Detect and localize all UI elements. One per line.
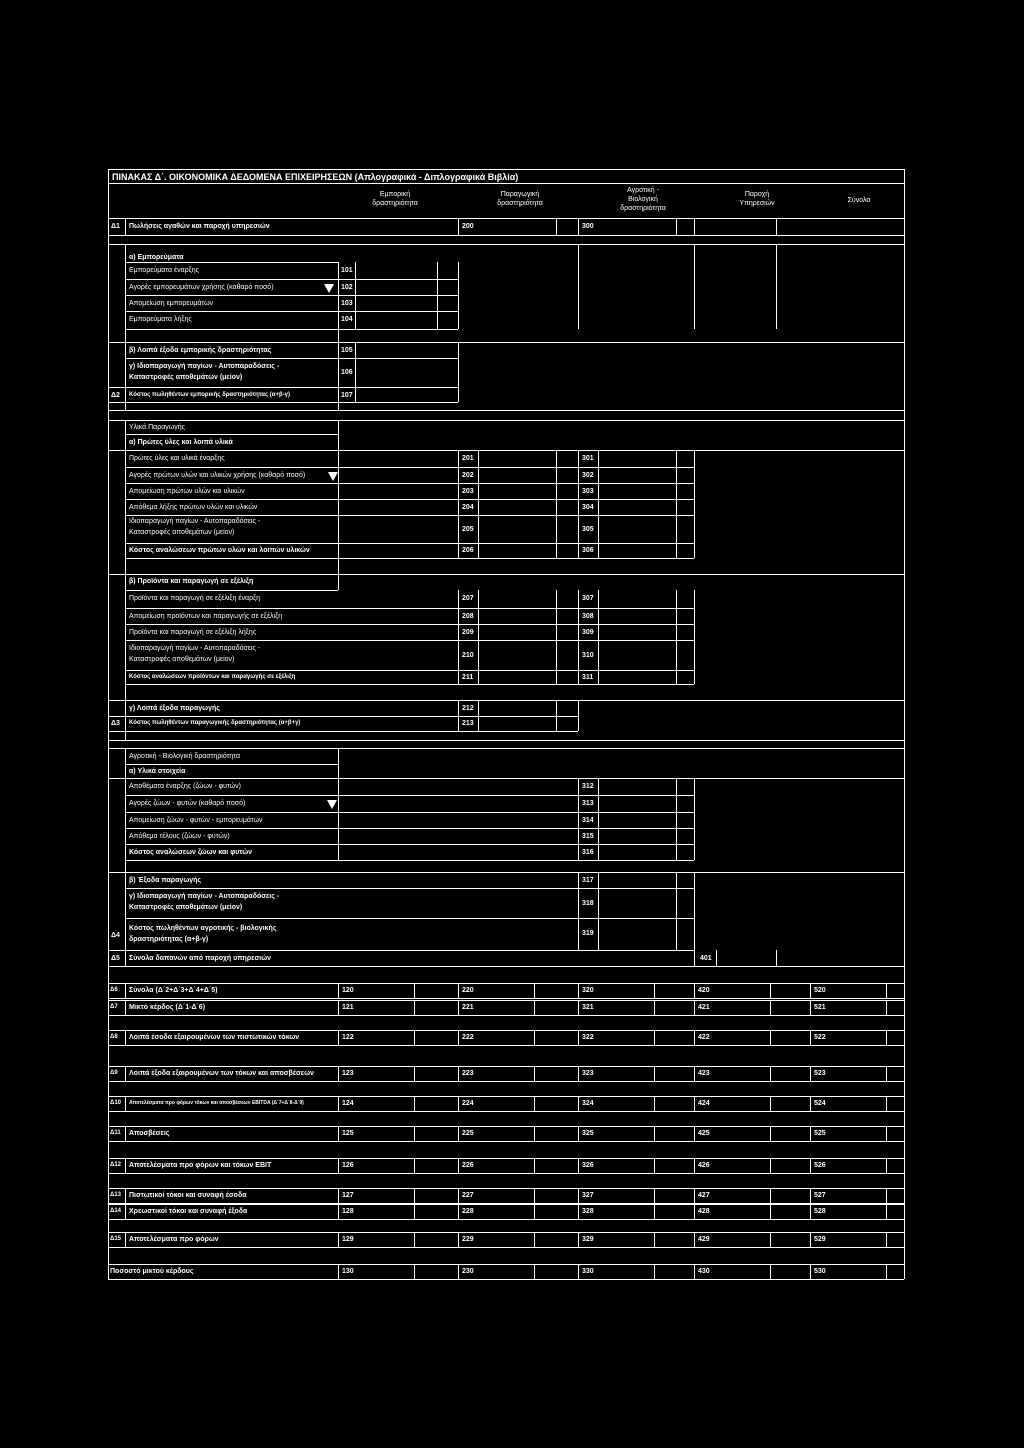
row-label: Δ5 (111, 955, 120, 962)
field-code: 321 (582, 1004, 594, 1011)
field-code: 200 (462, 223, 474, 230)
row-text: γ) Ιδιοπαραγωγή παγίων - Αυτοπαραδόσεις - (129, 893, 280, 900)
column-header-total: Σύνολα (847, 197, 871, 204)
column-header-commercial: Εμπορική δραστηριότητα (372, 191, 418, 207)
field-code: 423 (698, 1070, 710, 1077)
amount-input[interactable] (714, 1232, 770, 1247)
row-text: Εμπορεύματα έναρξης (129, 267, 200, 274)
row-text: Αποτελέσματα προ φόρων τόκων και αποσβέσεων EBITDA (Δ΄7+Δ΄8-Δ΄9) (129, 1100, 304, 1106)
amount-input[interactable] (598, 1232, 654, 1247)
field-code: 305 (582, 526, 594, 533)
row-text: Καταστροφές αποθεμάτων (μείον) (129, 374, 243, 381)
field-code: 206 (462, 547, 474, 554)
field-code: 122 (342, 1034, 354, 1041)
field-code: 226 (462, 1162, 474, 1169)
row-text: Ιδιοπαραγωγή παγίων - Αυτοπαραδόσεις - (129, 645, 261, 652)
amount-input[interactable] (714, 1030, 770, 1045)
field-code: 208 (462, 613, 474, 620)
row-text: Αποθέματα έναρξης (ζώων - φυτών) (129, 783, 241, 790)
row-text: β) Λοιπά έξοδα εμπορικής δραστηριότητας (129, 347, 272, 354)
row-label: Δ14 (110, 1208, 121, 1214)
row-text: Καταστροφές αποθεμάτων (μείον) (129, 656, 235, 663)
section-heading: Αγροτική - Βιολογική δραστηριότητα (129, 753, 241, 760)
row-label: Δ4 (111, 932, 120, 939)
field-code: 205 (462, 526, 474, 533)
field-code: 315 (582, 833, 594, 840)
row-text: Πρώτες ύλες και υλικά έναρξης (129, 455, 225, 462)
row-label: Δ2 (111, 392, 120, 399)
amount-input[interactable] (830, 1264, 886, 1279)
row-text: Αποτελέσματα προ φόρων (129, 1236, 219, 1243)
field-code: 326 (582, 1162, 594, 1169)
field-code: 523 (814, 1070, 826, 1077)
column-header-services: Παροχή Υπηρεσιών (739, 191, 775, 207)
field-code: 313 (582, 800, 594, 807)
amount-input[interactable] (830, 983, 886, 998)
field-code: 229 (462, 1236, 474, 1243)
amount-input[interactable] (598, 1158, 654, 1173)
amount-input[interactable] (598, 1204, 654, 1219)
amount-input[interactable] (478, 1204, 534, 1219)
field-code: 227 (462, 1192, 474, 1199)
field-code: 204 (462, 504, 474, 511)
amount-input[interactable] (478, 1232, 534, 1247)
row-label: Δ10 (110, 1100, 121, 1106)
amount-input[interactable] (830, 1126, 886, 1141)
row-text: Σύνολα δαπανών από παροχή υπηρεσιών (129, 955, 272, 962)
field-code: 322 (582, 1034, 594, 1041)
form-title: ΠΙΝΑΚΑΣ Δ΄. ΟΙΚΟΝΟΜΙΚΑ ΔΕΔΟΜΕΝΑ ΕΠΙΧΕΙΡΗΣΕΩΝ (Απλογραφικά - Διπλογραφικά Βιβλία) (112, 172, 519, 182)
amount-input[interactable] (600, 218, 676, 235)
row-text: Ποσοστό μικτού κέρδους (110, 1268, 194, 1275)
row-label: Δ11 (110, 1130, 121, 1136)
amount-input[interactable] (714, 1158, 770, 1173)
amount-input[interactable] (478, 1066, 534, 1081)
amount-input[interactable] (358, 1264, 414, 1279)
arrow-down-icon (328, 472, 338, 481)
field-code: 129 (342, 1236, 354, 1243)
field-code: 328 (582, 1208, 594, 1215)
section-heading: β) Προϊόντα και παραγωγή σε εξέλιξη (129, 578, 254, 585)
row-text: Πωλήσεις αγαθών και παροχή υπηρεσιών (129, 223, 270, 230)
field-code: 521 (814, 1004, 826, 1011)
amount-input[interactable] (358, 1188, 414, 1203)
field-code: 120 (342, 987, 354, 994)
row-text: Απόθεμα τέλους (ζώων - φυτών) (129, 833, 230, 840)
row-text: Αποτελέσματα προ φόρων και τόκων EBIT (129, 1162, 272, 1169)
field-code: 102 (341, 284, 353, 291)
row-label: Δ12 (110, 1162, 121, 1168)
field-code: 327 (582, 1192, 594, 1199)
row-text: γ) Ιδιοπαραγωγή παγίων - Αυτοπαραδόσεις - (129, 363, 280, 370)
field-code: 429 (698, 1236, 710, 1243)
row-text: Μικτό κέρδος (Δ΄1-Δ΄6) (129, 1004, 206, 1011)
field-code: 209 (462, 629, 474, 636)
field-code: 314 (582, 817, 594, 824)
amount-input[interactable] (830, 1158, 886, 1173)
amount-input[interactable] (598, 1188, 654, 1203)
amount-input[interactable] (478, 1096, 534, 1111)
row-text: Εμπορεύματα λήξης (129, 316, 192, 323)
amount-input[interactable] (598, 1096, 654, 1111)
amount-input[interactable] (358, 1232, 414, 1247)
field-code: 426 (698, 1162, 710, 1169)
field-code: 303 (582, 488, 594, 495)
field-code: 524 (814, 1100, 826, 1107)
field-code: 105 (341, 347, 353, 354)
field-code: 422 (698, 1034, 710, 1041)
row-text: Ιδιοπαραγωγή παγίων - Αυτοπαραδόσεις - (129, 518, 261, 525)
field-code: 427 (698, 1192, 710, 1199)
field-code: 210 (462, 652, 474, 659)
section-heading: α) Εμπορεύματα (129, 254, 184, 261)
field-code: 309 (582, 629, 594, 636)
field-code: 121 (342, 1004, 354, 1011)
row-text: Προϊόντα και παραγωγή σε εξέλιξη έναρξη (129, 595, 261, 602)
row-text: Κόστος πωληθέντων παραγωγικής δραστηριότητας (α+β+γ) (129, 720, 301, 726)
field-code: 325 (582, 1130, 594, 1137)
section-heading: α) Πρώτες ύλες και λοιπά υλικά (129, 439, 233, 446)
row-text: Κόστος αναλώσεων πρώτων υλών και λοιπών υλικών (129, 547, 310, 554)
field-code: 125 (342, 1130, 354, 1137)
field-code: 124 (342, 1100, 354, 1107)
field-code: 126 (342, 1162, 354, 1169)
field-code: 317 (582, 877, 594, 884)
field-code: 225 (462, 1130, 474, 1137)
row-text: δραστηριότητας (α+β-γ) (129, 936, 209, 943)
row-text: γ) Λοιπά έξοδα παραγωγής (129, 705, 220, 712)
row-text: Λοιπά έξοδα εξαιρουμένων των τόκων και αποσβέσεων (129, 1070, 314, 1077)
field-code: 230 (462, 1268, 474, 1275)
field-code: 424 (698, 1100, 710, 1107)
amount-input[interactable] (478, 983, 534, 998)
amount-input[interactable] (598, 1000, 654, 1015)
row-text: Απομείωση ζώων - φυτών - εμπορευμάτων (129, 817, 263, 824)
amount-input[interactable] (598, 1030, 654, 1045)
row-label: Δ9 (110, 1070, 118, 1076)
amount-input[interactable] (830, 1096, 886, 1111)
field-code: 201 (462, 455, 474, 462)
row-text: Απομείωση εμπορευμάτων (129, 300, 214, 307)
field-code: 312 (582, 783, 594, 790)
field-code: 529 (814, 1236, 826, 1243)
amount-input[interactable] (358, 1158, 414, 1173)
field-code: 525 (814, 1130, 826, 1137)
field-code: 421 (698, 1004, 710, 1011)
row-text: Λοιπά έσοδα εξαιρουμένων των πιστωτικών τόκων (129, 1034, 300, 1041)
row-text: Αγορές πρώτων υλών και υλικών χρήσης (καθαρό ποσό) (129, 472, 306, 479)
amount-input[interactable] (480, 218, 556, 235)
field-code: 220 (462, 987, 474, 994)
amount-input[interactable] (714, 983, 770, 998)
amount-input[interactable] (830, 1232, 886, 1247)
row-text: Κόστος αναλώσεων προϊόντων και παραγωγής σε εξέλιξη (129, 674, 296, 680)
arrow-down-icon (324, 284, 334, 293)
field-code: 212 (462, 705, 474, 712)
amount-input[interactable] (714, 1264, 770, 1279)
row-label: Δ8 (110, 1034, 118, 1040)
amount-input[interactable] (830, 1204, 886, 1219)
field-code: 106 (341, 369, 353, 376)
amount-input[interactable] (714, 1066, 770, 1081)
field-code: 104 (341, 316, 353, 323)
row-text: Χρεωστικοί τόκοι και συναφή έξοδα (129, 1208, 248, 1215)
field-code: 203 (462, 488, 474, 495)
field-code: 223 (462, 1070, 474, 1077)
field-code: 318 (582, 900, 594, 907)
row-text: Αγορές εμπορευμάτων χρήσης (καθαρό ποσό) (129, 284, 274, 291)
field-code: 311 (582, 674, 594, 681)
amount-input[interactable] (478, 1126, 534, 1141)
field-code: 329 (582, 1236, 594, 1243)
amount-input[interactable] (358, 1126, 414, 1141)
amount-input[interactable] (714, 1126, 770, 1141)
field-code: 302 (582, 472, 594, 479)
amount-input[interactable] (598, 983, 654, 998)
amount-input[interactable] (358, 1066, 414, 1081)
row-text: Καταστροφές αποθεμάτων (μείον) (129, 904, 243, 911)
row-text: Πιστωτικοί τόκοι και συναφή έσοδα (129, 1192, 247, 1199)
field-code: 304 (582, 504, 594, 511)
row-text: Κόστος πωληθέντων εμπορικής δραστηριότητας (α+β-γ) (129, 392, 290, 398)
row-label: Δ1 (111, 223, 120, 230)
field-code: 401 (700, 955, 712, 962)
field-code: 128 (342, 1208, 354, 1215)
row-label: Δ6 (110, 987, 118, 993)
field-code: 222 (462, 1034, 474, 1041)
field-code: 323 (582, 1070, 594, 1077)
row-text: Απομείωση προϊόντων και παραγωγής σε εξέλιξη (129, 613, 283, 620)
field-code: 213 (462, 720, 474, 727)
row-text: Κόστος πωληθέντων αγροτικής - βιολογικής (129, 925, 277, 932)
field-code: 221 (462, 1004, 474, 1011)
field-code: 224 (462, 1100, 474, 1107)
amount-input[interactable] (478, 1000, 534, 1015)
column-header-production: Παραγωγική δραστηριότητα (497, 191, 543, 207)
arrow-down-icon (327, 800, 337, 809)
field-code: 103 (341, 300, 353, 307)
field-code: 101 (341, 267, 353, 274)
column-header-agricultural: Αγροτική - Βιολογική δραστηριότητα (620, 187, 666, 212)
field-code: 107 (341, 392, 353, 399)
field-code: 330 (582, 1268, 594, 1275)
field-code: 527 (814, 1192, 826, 1199)
amount-input[interactable] (714, 1204, 770, 1219)
field-code: 520 (814, 987, 826, 994)
amount-input[interactable] (598, 1066, 654, 1081)
row-text: Προϊόντα και παραγωγή σε εξέλιξη λήξης (129, 629, 257, 636)
row-text: β) Έξοδα παραγωγής (129, 877, 202, 884)
section-heading: Υλικά Παραγωγής (129, 424, 185, 431)
amount-input[interactable] (478, 1264, 534, 1279)
row-label: Δ7 (110, 1004, 118, 1010)
amount-input[interactable] (358, 1096, 414, 1111)
amount-input[interactable] (830, 1000, 886, 1015)
field-code: 316 (582, 849, 594, 856)
field-code: 430 (698, 1268, 710, 1275)
field-code: 530 (814, 1268, 826, 1275)
row-text: Σύνολα (Δ΄2+Δ΄3+Δ΄4+Δ΄5) (129, 987, 218, 994)
amount-input[interactable] (358, 1030, 414, 1045)
amount-input[interactable] (478, 1030, 534, 1045)
field-code: 306 (582, 547, 594, 554)
field-code: 528 (814, 1208, 826, 1215)
amount-input[interactable] (358, 1204, 414, 1219)
field-code: 301 (582, 455, 594, 462)
row-text: Απόθεμα λήξης πρώτων υλών και υλικών (129, 504, 258, 511)
field-code: 522 (814, 1034, 826, 1041)
amount-input[interactable] (358, 983, 414, 998)
field-code: 324 (582, 1100, 594, 1107)
field-code: 130 (342, 1268, 354, 1275)
field-code: 319 (582, 930, 594, 937)
field-code: 211 (462, 674, 474, 681)
row-text: Απομείωση πρώτων υλών και υλικών (129, 488, 245, 495)
field-code: 310 (582, 652, 594, 659)
field-code: 207 (462, 595, 474, 602)
field-code: 127 (342, 1192, 354, 1199)
amount-input[interactable] (478, 1188, 534, 1203)
field-code: 320 (582, 987, 594, 994)
field-code: 308 (582, 613, 594, 620)
field-code: 228 (462, 1208, 474, 1215)
field-code: 428 (698, 1208, 710, 1215)
row-label: Δ3 (111, 720, 120, 727)
section-heading: α) Υλικά στοιχεία (129, 768, 186, 775)
amount-input[interactable] (598, 1264, 654, 1279)
amount-input[interactable] (598, 1126, 654, 1141)
field-code: 202 (462, 472, 474, 479)
field-code: 420 (698, 987, 710, 994)
field-code: 425 (698, 1130, 710, 1137)
field-code: 300 (582, 223, 594, 230)
amount-input[interactable] (714, 1096, 770, 1111)
row-label: Δ15 (110, 1236, 121, 1242)
field-code: 123 (342, 1070, 354, 1077)
amount-input[interactable] (714, 1000, 770, 1015)
amount-input[interactable] (830, 1188, 886, 1203)
amount-input[interactable] (358, 1000, 414, 1015)
amount-input[interactable] (830, 1030, 886, 1045)
amount-input[interactable] (830, 1066, 886, 1081)
field-code: 526 (814, 1162, 826, 1169)
amount-input[interactable] (478, 1158, 534, 1173)
row-label: Δ13 (110, 1192, 121, 1198)
row-text: Αγορές ζώων - φυτών (καθαρό ποσό) (129, 800, 246, 807)
row-text: Καταστροφές αποθεμάτων (μείον) (129, 529, 235, 536)
row-text: Αποσβέσεις (129, 1130, 170, 1137)
field-code: 307 (582, 595, 594, 602)
amount-input[interactable] (714, 1188, 770, 1203)
row-text: Κόστος αναλώσεων ζώων και φυτών (129, 849, 253, 856)
